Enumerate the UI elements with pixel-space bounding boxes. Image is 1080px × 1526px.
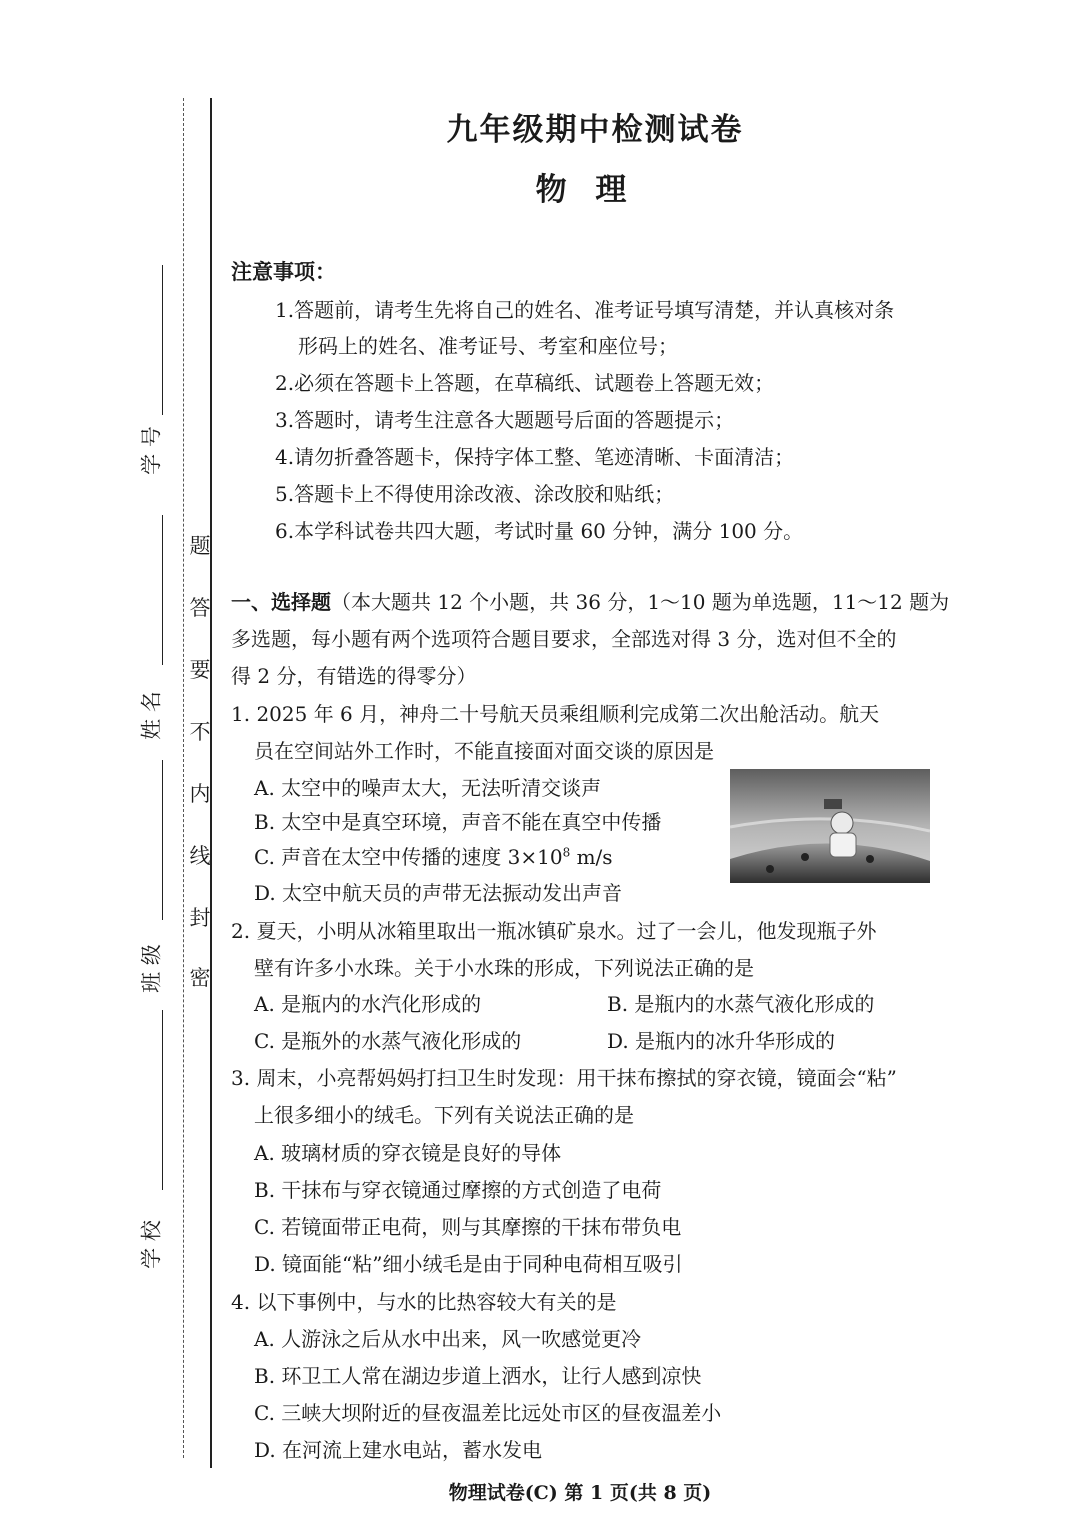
- option-c-text: C. 声音在太空中传播的速度 3×10: [254, 845, 563, 869]
- question-3-option-d: D. 镜面能“粘”细小绒毛是由于同种电荷相互吸引: [254, 1252, 683, 1276]
- class-label: 班 级: [139, 944, 164, 993]
- notice-item: 5.答题卡上不得使用涂改液、涂改胶和贴纸；: [275, 482, 675, 506]
- notice-item: 2.必须在答题卡上答题，在草稿纸、试题卷上答题无效；: [275, 371, 775, 395]
- section-intro: [231, 586, 949, 615]
- question-3-option-a: A. 玻璃材质的穿衣镜是良好的导体: [254, 1141, 562, 1165]
- astronaut-photo: [730, 769, 930, 883]
- exam-subject: 物 理: [535, 172, 627, 208]
- notice-heading: 注意事项：: [231, 259, 336, 284]
- question-4-stem: 4. 以下事例中，与水的比热容较大有关的是: [231, 1290, 617, 1314]
- section-heading: 一、选择题: [231, 590, 331, 614]
- question-2-option-b: B. 是瓶内的水蒸气液化形成的: [607, 992, 875, 1016]
- section-intro-line: 多选题，每小题有两个选项符合题目要求，全部选对得 3 分，选对但不全的: [231, 627, 897, 651]
- notice-item: 形码上的姓名、准考证号、考室和座位号；: [298, 334, 678, 358]
- school-label: 学 校: [139, 1220, 164, 1269]
- dashed-seal-line: [183, 98, 184, 1458]
- name-label: 姓 名: [139, 691, 164, 740]
- notice-item: 3.答题时，请考生注意各大题题号后面的答题提示；: [275, 408, 735, 432]
- student-id-fill-line[interactable]: [162, 265, 163, 415]
- question-2-stem: 2. 夏天，小明从冰箱里取出一瓶冰镇矿泉水。过了一会儿，他发现瓶子外: [231, 919, 877, 943]
- question-2-option-c: C. 是瓶外的水蒸气液化形成的: [254, 1029, 522, 1053]
- question-1-option-a: A. 太空中的噪声太大，无法听清交谈声: [254, 776, 602, 800]
- section-intro-line: 得 2 分，有错选的得零分）: [231, 664, 477, 688]
- question-3-stem: 3. 周末，小亮帮妈妈打扫卫生时发现：用干抹布擦拭的穿衣镜，镜面会“粘”: [231, 1066, 897, 1090]
- exponent: 8: [562, 845, 571, 860]
- question-2-stem-cont: 壁有许多小水珠。关于小水珠的形成，下列说法正确的是: [254, 956, 754, 980]
- page-footer: 物理试卷(C) 第 1 页(共 8 页): [448, 1482, 712, 1504]
- seal-char: 题: [189, 534, 211, 558]
- name-fill-line[interactable]: [162, 515, 163, 665]
- question-2-option-a: A. 是瓶内的水汽化形成的: [254, 992, 482, 1016]
- seal-char: 答: [189, 596, 211, 620]
- question-3-stem-cont: 上很多细小的绒毛。下列有关说法正确的是: [254, 1103, 634, 1127]
- question-1-stem: 1. 2025 年 6 月，神舟二十号航天员乘组顺利完成第二次出舱活动。航天: [231, 702, 880, 726]
- question-4-option-d: D. 在河流上建水电站，蓄水发电: [254, 1438, 543, 1462]
- question-1-stem-cont: 员在空间站外工作时，不能直接面对面交谈的原因是: [254, 739, 714, 763]
- question-4-option-a: A. 人游泳之后从水中出来，风一吹感觉更冷: [254, 1327, 642, 1351]
- notice-item: 6.本学科试卷共四大题，考试时量 60 分钟，满分 100 分。: [275, 519, 804, 543]
- question-3-option-b: B. 干抹布与穿衣镜通过摩擦的方式创造了电荷: [254, 1178, 662, 1202]
- school-fill-line[interactable]: [162, 1010, 163, 1190]
- question-1-option-d: D. 太空中航天员的声带无法振动发出声音: [254, 881, 623, 905]
- question-2-option-d: D. 是瓶内的冰升华形成的: [607, 1029, 836, 1053]
- class-fill-line[interactable]: [162, 760, 163, 920]
- section-intro-text: （本大题共 12 个小题，共 36 分，1～10 题为单选题，11～12 题为: [331, 590, 950, 614]
- question-4-option-c: C. 三峡大坝附近的昼夜温差比远处市区的昼夜温差小: [254, 1401, 722, 1425]
- option-c-unit: m/s: [570, 845, 613, 869]
- notice-item: 1.答题前，请考生先将自己的姓名、准考证号填写清楚，并认真核对条: [275, 298, 895, 322]
- seal-char: 封: [189, 906, 211, 930]
- question-1-option-c: [254, 841, 613, 870]
- question-4-option-b: B. 环卫工人常在湖边步道上洒水，让行人感到凉快: [254, 1364, 702, 1388]
- question-1-option-b: B. 太空中是真空环境，声音不能在真空中传播: [254, 810, 662, 834]
- notice-item: 4.请勿折叠答题卡，保持字体工整、笔迹清晰、卡面清洁；: [275, 445, 795, 469]
- student-id-label: 学 号: [139, 426, 164, 475]
- seal-char: 密: [189, 966, 211, 990]
- seal-char: 不: [189, 720, 211, 744]
- seal-char: 线: [189, 844, 211, 868]
- exam-title: 九年级期中检测试卷: [446, 112, 744, 148]
- question-3-option-c: C. 若镜面带正电荷，则与其摩擦的干抹布带负电: [254, 1215, 682, 1239]
- seal-char: 要: [189, 658, 211, 682]
- seal-char: 内: [189, 782, 211, 806]
- spacewalk-illustration: [730, 769, 930, 883]
